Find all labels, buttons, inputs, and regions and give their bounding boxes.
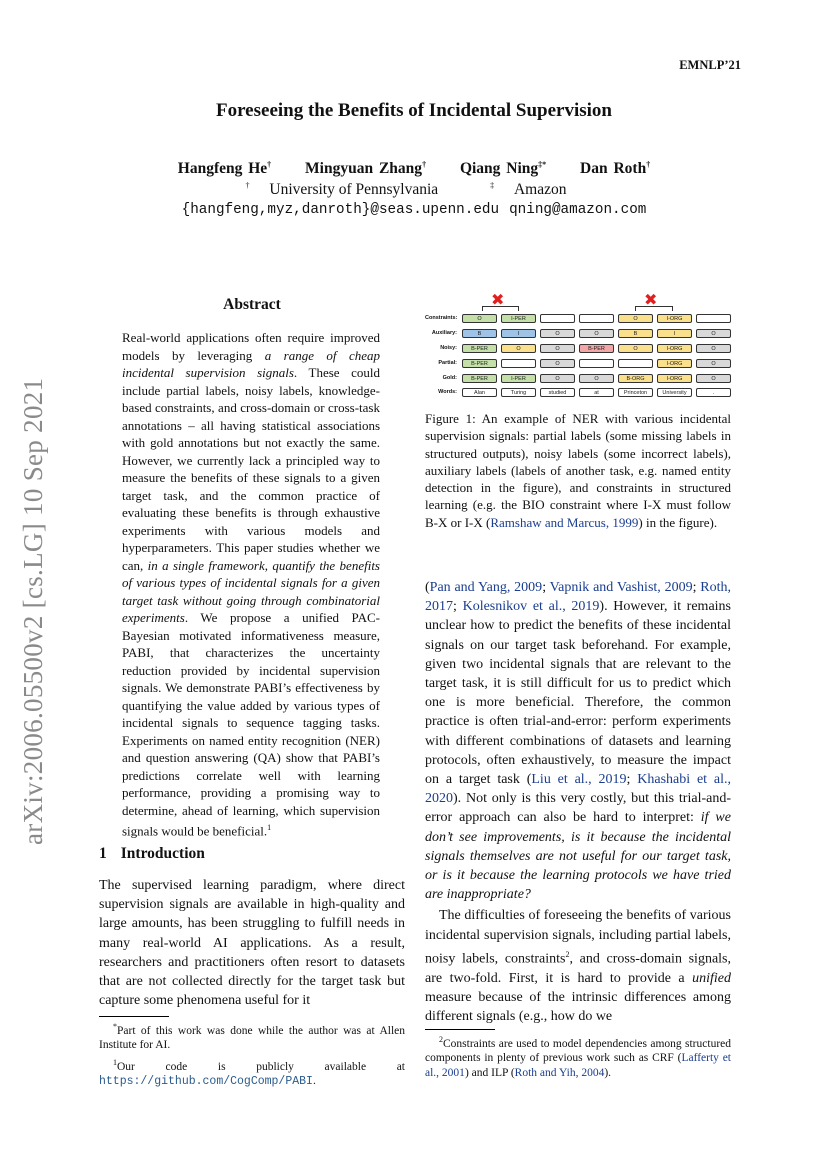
abstract-body: Real-world applications often require improved models by leveraging a range of cheap incidental supervision signals. These could include partial labels, noisy labels, knowledge-based constraints, and cross-domain or cross-task annotations – all having statistical associations with gold annotations but not exactly the same. However, we currently lack a principled way to measure the benefits of these signals to a given target task, and the common practice of evaluating these benefits is through exhaustive experiments with various models and hyperparameters. This paper studies whether we can, in a single framework, quantify the benefits of various types of incidental signals for a given target task without going through combinatorial experiments. We propose a unified PAC-Bayesian motivated informativeness measure, PABI, that characterizes the uncertainty reduction provided by incidental supervision signals. We demonstrate PABI’s effectiveness by quantifying the value added by various types of incidental signals to sequence tagging tasks. Experiments on named entity recognition (NER) and question answering (QA) show that PABI’s predictions correlate well with learning performance, providing a promising way to determine, ahead of learning, which supervision signals would be beneficial.$^1$ — [122, 330, 380, 839]
figure-cell: O — [540, 359, 575, 368]
figure-cell — [618, 359, 653, 368]
figure-cell — [540, 314, 575, 323]
figure-cell: I — [657, 329, 692, 338]
figure-cell — [579, 314, 614, 323]
figure-row-label: Partial: — [438, 360, 457, 366]
figure-cell: I-PER — [501, 314, 536, 323]
figure-cell: O — [696, 359, 731, 368]
paper-title: Foreseeing the Benefits of Incidental Supervision — [215, 100, 612, 121]
footnote-rule — [425, 1029, 495, 1030]
figure-row — [425, 343, 731, 354]
figure-cell: at — [579, 388, 614, 397]
author: Hangfeng He† — [177, 160, 272, 178]
code-link[interactable]: https://github.com/CogComp/PABI — [99, 1075, 313, 1089]
figure-cell: O — [462, 314, 497, 323]
figure-cell: I-ORG — [657, 374, 692, 383]
figure-cell — [579, 359, 614, 368]
citation[interactable]: Roth and Yih, 2004 — [514, 1066, 605, 1079]
affiliations — [0, 181, 828, 199]
figure-cell: O — [540, 344, 575, 353]
email: qning@amazon.com — [509, 202, 647, 218]
figure-cell: I-ORG — [657, 314, 692, 323]
citation[interactable]: Roth, 2017 — [425, 580, 732, 615]
figure-cell — [501, 359, 536, 368]
figure-cell: B-ORG — [618, 374, 653, 383]
figure-cell: . — [696, 388, 731, 397]
violation-x-icon: ✖ — [644, 290, 658, 309]
author: Mingyuan Zhang† — [305, 160, 427, 178]
figure-row — [425, 313, 731, 324]
figure-cell: O — [501, 344, 536, 353]
citation[interactable]: Khashabi et al., 2020 — [425, 772, 732, 807]
author: Qiang Ning‡* — [459, 160, 547, 178]
author-emails — [0, 202, 828, 218]
figure-row-label: Auxiliary: — [431, 330, 457, 336]
paragraph: The difficulties of foreseeing the benefits of various incidental supervision signals, including partial labels, noisy labels, constraints$^2$, and cross-domain signals, are two-fold. First, it is hard to provide a unified measure because of the intrinsic differences among different signals (e.g., how do we — [425, 908, 732, 1025]
figure-row — [425, 358, 731, 369]
figure-row — [425, 373, 731, 384]
citation[interactable]: Ramshaw and Marcus, 1999 — [490, 514, 639, 530]
figure-cell: O — [696, 374, 731, 383]
figure-cell: O — [696, 344, 731, 353]
right-column-text: (Pan and Yang, 2009; Vapnik and Vashist, 2009; Roth, 2017; Kolesnikov et al., 2019). However, it remains unclear how to predict the benefits of these incidental signals on our target task beforehand. For example, given two incidental signals that are relevant to the target task, it is still difficult for us to predict which one is more beneficial. Therefore, the common practice is often trial-and-error: perform experiments with different combinations of datasets and learning protocols, often exhaustively, to measure the impact on a target task (Liu et al., 2019; Khashabi et al., 2020). Not only is this very costly, but this trial-and-error approach can also be hard to interpret: if we don’t see improvements, is it because the incidental signals themselves are not useful for our target task, or is it because the learning protocols we have tried are inappropriate? The difficulties of foreseeing the benefits of various incidental supervision signals, including partial labels, noisy labels, constraints$^2$, and cross-domain signals, are two-fold. First, it is hard to provide a unified measure because of the intrinsic differences among different signals (e.g., how do we — [425, 578, 731, 1026]
section-heading: 1 Introduction — [99, 845, 205, 862]
footnote-list — [99, 1020, 405, 1090]
figure-row-label: Words: — [438, 389, 457, 395]
arxiv-watermark: arXiv:2006.05500v2 [cs.LG] 10 Sep 2021 — [18, 377, 48, 845]
author-list — [0, 160, 828, 178]
figure-cell: O — [579, 329, 614, 338]
venue-label: EMNLP’21 — [679, 58, 741, 72]
figure-cell: I-ORG — [657, 359, 692, 368]
figure-cell: I-PER — [501, 374, 536, 383]
figure-row-label: Gold: — [442, 375, 457, 381]
figure-cell: Alan — [462, 388, 497, 397]
figure-cell: O — [540, 374, 575, 383]
figure-cell: I — [501, 329, 536, 338]
figure-row-label: Constraints: — [425, 315, 458, 321]
figure-cell: O — [696, 329, 731, 338]
figure-cell: O — [618, 344, 653, 353]
footnote-rule — [99, 1016, 169, 1017]
footnote: *Part of this work was done while the author was at Allen Institute for AI. — [99, 1022, 405, 1052]
figure-cell: B — [618, 329, 653, 338]
footnote: $^2$Constraints are used to model dependencies among structured components in plenty of previous work such as CRF (Lafferty et al., 2001) and ILP (Roth and Yih, 2004). — [425, 1035, 731, 1079]
figure-row — [425, 328, 731, 339]
citation[interactable]: Liu et al., 2019 — [531, 772, 627, 788]
figure-cell: I-ORG — [657, 344, 692, 353]
violation-x-icon: ✖ — [491, 290, 505, 309]
figure-caption: Figure 1: An example of NER with various incidental supervision signals: partial labels (some missing labels in structured outputs), noisy labels (some incorrect labels), auxiliary labels (labels of another task, e.g. named entity detection in the figure), and constraints in structured learning (e.g. the BIO constraint where I-X must follow B-X or I-X (Ramshaw and Marcus, 1999) in the figure). — [425, 411, 731, 530]
figure-cell: B-PER — [462, 344, 497, 353]
citation[interactable]: Lafferty et al., 2001 — [425, 1052, 731, 1079]
affiliation: † University of Pennsylvania — [245, 181, 439, 199]
figure-row-label: Noisy: — [440, 345, 457, 351]
figure-cell: studied — [540, 388, 575, 397]
abstract-heading: Abstract — [223, 296, 281, 313]
figure-cell: University — [657, 388, 692, 397]
figure-cell: B-PER — [462, 374, 497, 383]
figure-1 — [425, 292, 731, 400]
figure-cell: O — [540, 329, 575, 338]
intro-paragraph: The supervised learning paradigm, where direct supervision signals are available in high-quality and large amounts, has been struggling to fulfill needs in many real-world AI applications. As a result, researchers and practitioners often resort to datasets that are not collected directly for the target task but capture some phenomena useful for it — [99, 878, 405, 1009]
footnote: $^1$Our code is publicly available at https://github.com/CogComp/PABI. — [99, 1057, 405, 1089]
figure-cell: B-PER — [579, 344, 614, 353]
citation[interactable]: Kolesnikov et al., 2019 — [462, 599, 600, 615]
citation[interactable]: Vapnik and Vashist, 2009 — [549, 580, 693, 595]
figure-cell: Turing — [501, 388, 536, 397]
figure-cell: O — [579, 374, 614, 383]
figure-cell: B-PER — [462, 359, 497, 368]
citation[interactable]: Pan and Yang, 2009 — [429, 580, 543, 595]
author: Dan Roth† — [580, 160, 651, 178]
figure-cell: O — [618, 314, 653, 323]
figure-cell: Princeton — [618, 388, 653, 397]
figure-row — [425, 387, 731, 398]
figure-cell — [696, 314, 731, 323]
email: {hangfeng,myz,danroth}@seas.upenn.edu — [181, 202, 500, 218]
affiliation: ‡ Amazon — [490, 181, 567, 199]
figure-cell: B — [462, 329, 497, 338]
